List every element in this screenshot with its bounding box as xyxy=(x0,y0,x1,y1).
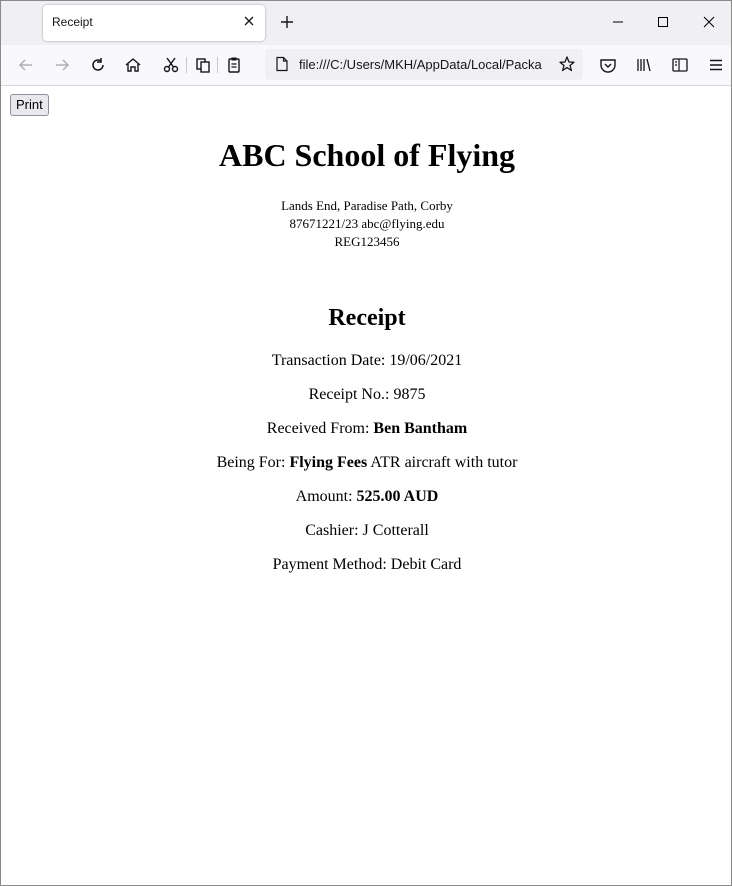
receipt-number-label: Receipt No.: xyxy=(308,386,390,403)
receipt-heading: Receipt xyxy=(328,305,406,331)
tab-receipt[interactable] xyxy=(43,5,265,41)
copy-icon[interactable] xyxy=(193,55,213,75)
being-for-line xyxy=(1,454,732,472)
school-registration: REG123456 xyxy=(334,234,400,249)
toolbar-separator xyxy=(217,57,218,73)
amount-line xyxy=(1,488,732,506)
sidebar-icon[interactable] xyxy=(670,55,690,75)
amount-label: Amount: xyxy=(295,488,353,505)
new-tab-icon[interactable] xyxy=(278,13,296,31)
receipt-number-value: 9875 xyxy=(393,386,426,403)
cashier-value: J Cotterall xyxy=(362,522,429,539)
paste-icon[interactable] xyxy=(224,55,244,75)
school-name: ABC School of Flying xyxy=(218,137,516,173)
being-for-detail: ATR aircraft with tutor xyxy=(370,454,518,471)
transaction-date-value: 19/06/2021 xyxy=(389,352,463,369)
school-contact: 87671221/23 abc@flying.edu xyxy=(289,216,445,231)
transaction-date-line xyxy=(1,352,732,370)
close-tab-icon[interactable] xyxy=(241,13,257,29)
reload-icon[interactable] xyxy=(88,55,108,75)
cashier-line xyxy=(1,522,732,540)
received-from-line xyxy=(1,420,732,438)
forward-icon[interactable] xyxy=(52,55,72,75)
star-icon[interactable] xyxy=(558,55,576,73)
close-window-icon[interactable] xyxy=(700,13,718,31)
being-for-label: Being For: xyxy=(216,454,286,471)
received-from-value: Ben Bantham xyxy=(373,420,468,437)
cashier-label: Cashier: xyxy=(305,522,359,539)
page-content xyxy=(1,86,731,885)
print-button[interactable]: Print xyxy=(10,94,49,116)
url-text: file:///C:/Users/MKH/AppData/Local/Packa xyxy=(299,57,542,72)
address-bar[interactable] xyxy=(265,49,583,80)
being-for-fee-type: Flying Fees xyxy=(289,454,368,471)
tab-title: Receipt xyxy=(52,15,93,29)
toolbar-separator xyxy=(186,57,187,73)
payment-method-line xyxy=(1,556,732,574)
maximize-icon[interactable] xyxy=(654,13,672,31)
tab-strip xyxy=(1,1,731,45)
back-icon[interactable] xyxy=(16,55,36,75)
home-icon[interactable] xyxy=(123,55,143,75)
school-address: Lands End, Paradise Path, Corby xyxy=(281,198,453,213)
library-icon[interactable] xyxy=(634,55,654,75)
nav-toolbar xyxy=(1,45,731,86)
payment-method-label: Payment Method: xyxy=(272,556,387,573)
pocket-icon[interactable] xyxy=(598,55,618,75)
page-icon xyxy=(274,56,290,72)
payment-method-value: Debit Card xyxy=(390,556,462,573)
minimize-icon[interactable] xyxy=(609,13,627,31)
receipt-number-line xyxy=(1,386,732,404)
transaction-date-label: Transaction Date: xyxy=(271,352,386,369)
amount-value: 525.00 AUD xyxy=(356,488,439,505)
cut-icon[interactable] xyxy=(161,55,181,75)
menu-icon[interactable] xyxy=(706,55,726,75)
received-from-label: Received From: xyxy=(266,420,370,437)
